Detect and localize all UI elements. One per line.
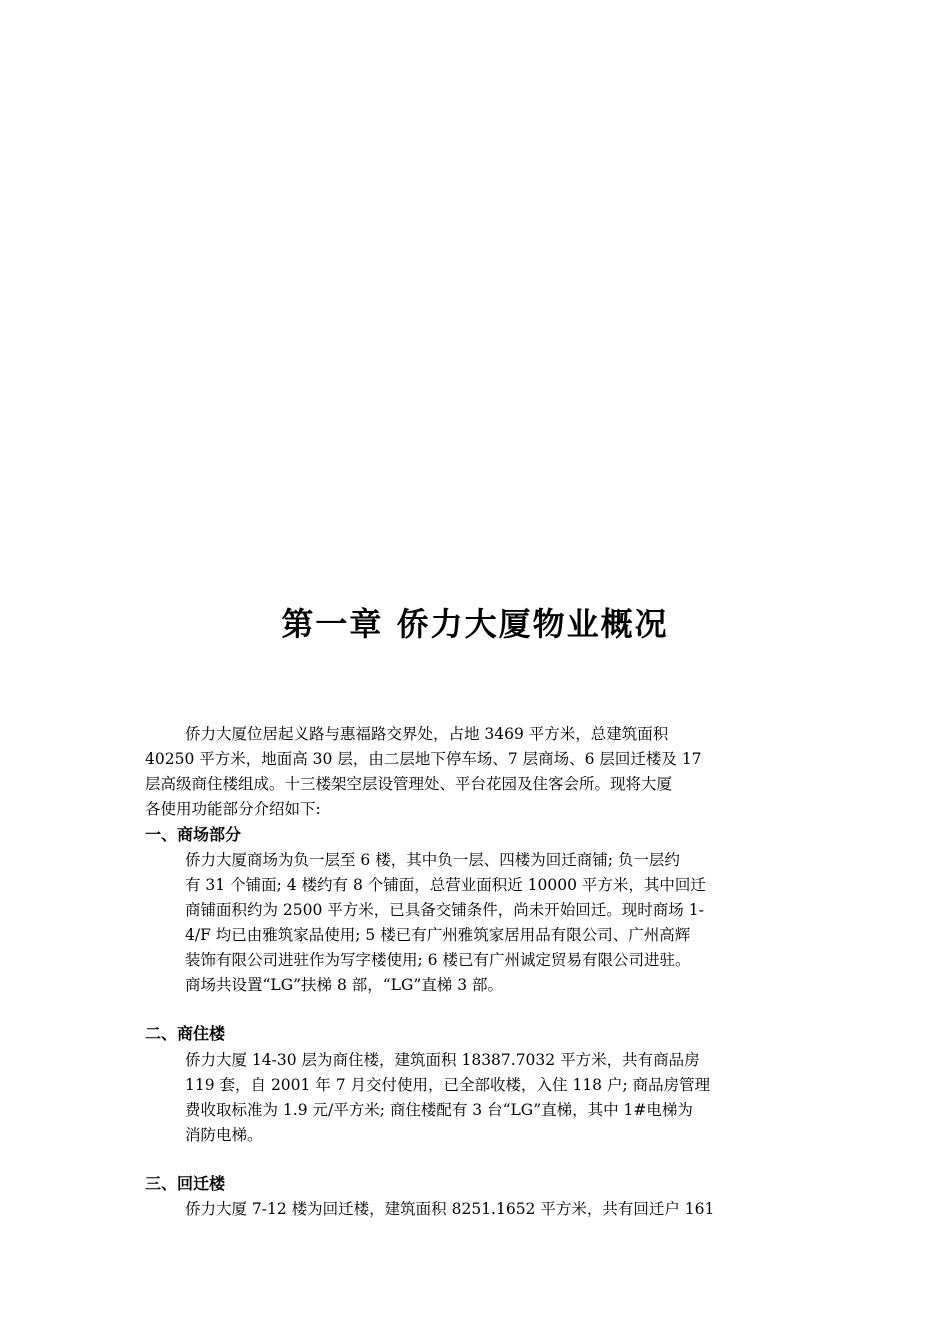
resettlement-line-1: 侨力大厦 7-12 楼为回迁楼，建筑面积 8251.1652 平方米，共有回迁户 161 bbox=[185, 1200, 715, 1218]
mall-line-6: 商场共设置“LG”扶梯 8 部，“LG”直梯 3 部。 bbox=[185, 976, 503, 994]
mall-line-1: 侨力大厦商场为负一层至 6 楼，其中负一层、四楼为回迁商铺; 负一层约 bbox=[185, 851, 680, 869]
mall-line-3: 商铺面积约为 2500 平方米，已具备交铺条件，尚未开始回迁。现时商场 1- bbox=[185, 901, 704, 919]
section-heading-residential: 二、商住楼 bbox=[145, 1024, 226, 1043]
page-title: 第一章 侨力大厦物业概况 bbox=[281, 605, 669, 643]
section-heading-mall: 一、商场部分 bbox=[145, 825, 242, 844]
residential-line-3: 费收取标准为 1.9 元/平方米; 商住楼配有 3 台“LG”直梯，其中 1#电梯为 bbox=[185, 1101, 693, 1119]
residential-line-1: 侨力大厦 14-30 层为商住楼，建筑面积 18387.7032 平方米，共有商品房 bbox=[185, 1051, 700, 1069]
intro-line-3: 层高级商住楼组成。十三楼架空层设管理处、平台花园及住客会所。现将大厦 bbox=[145, 775, 673, 793]
residential-line-4: 消防电梯。 bbox=[185, 1126, 263, 1144]
residential-line-2: 119 套，自 2001 年 7 月交付使用，已全部收楼，入住 118 户; 商品房管理 bbox=[185, 1076, 711, 1094]
mall-line-4: 4/F 均已由雅筑家品使用; 5 楼已有广州雅筑家居用品有限公司、广州高辉 bbox=[185, 926, 691, 944]
intro-line-2: 40250 平方米，地面高 30 层，由二层地下停车场、7 层商场、6 层回迁楼及 17 bbox=[145, 750, 702, 768]
intro-line-1: 侨力大厦位居起义路与惠福路交界处，占地 3469 平方米，总建筑面积 bbox=[185, 725, 669, 743]
section-heading-resettlement: 三、回迁楼 bbox=[145, 1174, 226, 1193]
mall-line-2: 有 31 个铺面; 4 楼约有 8 个铺面，总营业面积近 10000 平方米，其中回迁 bbox=[185, 876, 706, 894]
mall-line-5: 装饰有限公司进驻作为写字楼使用; 6 楼已有广州诚定贸易有限公司进驻。 bbox=[185, 951, 691, 969]
intro-line-4: 各使用功能部分介绍如下: bbox=[145, 800, 321, 818]
